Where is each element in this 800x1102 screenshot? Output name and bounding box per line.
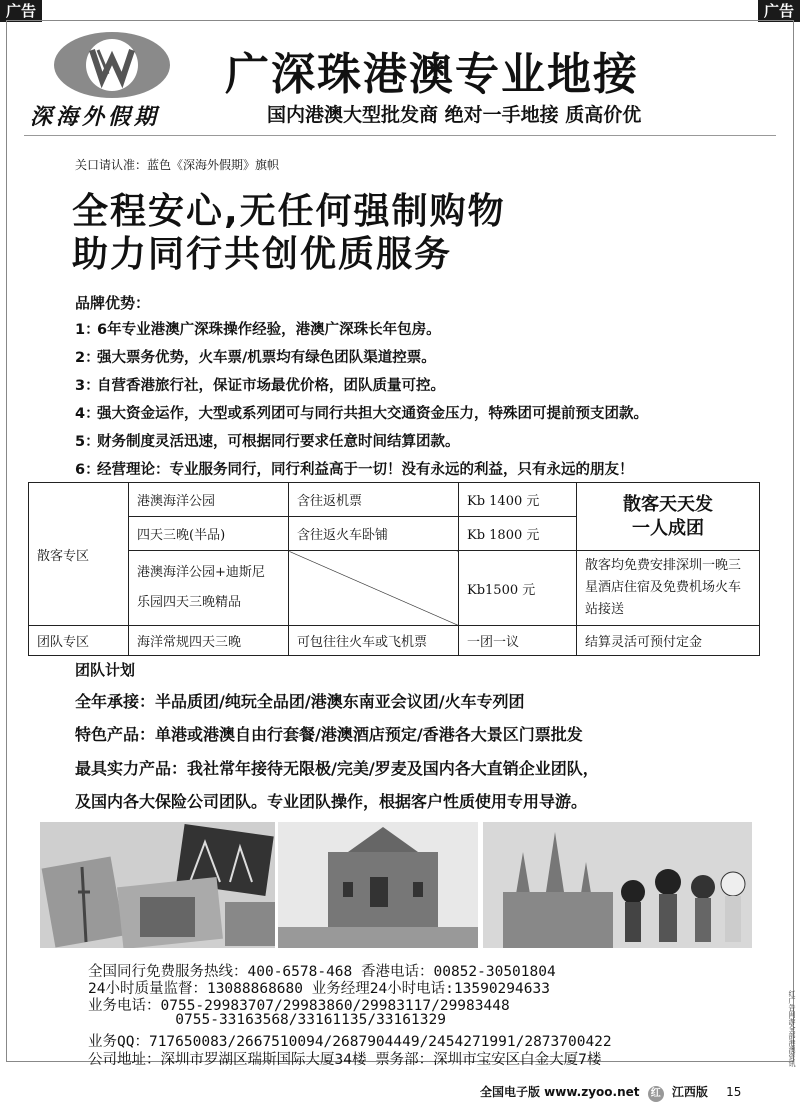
route-cell: 海洋常规四天三晚 [129, 626, 289, 656]
price-cell: Kb1500 元 [459, 551, 577, 626]
contact-line: 24小时质量监督：13088868680 业务经理24小时电话:13590294633 [88, 981, 550, 997]
group-line: 及国内各大保险公司团队。专业团队操作，根据客户性质使用专用导游。 [75, 792, 588, 811]
page-number: 15 [726, 1085, 742, 1099]
slogan-2: 助力同行共创优质服务 [72, 234, 453, 275]
macau-collage-photo [40, 822, 275, 948]
route-cell: 港澳海洋公园 [129, 483, 289, 517]
advantage-item: 3：自营香港旅行社，保证市场最优价格，团队质量可控。 [75, 378, 445, 394]
route-cell: 港澳海洋公园+迪斯尼 乐园四天三晚精品 [129, 551, 289, 626]
ticket-cell: 含往返机票 [289, 483, 459, 517]
contact-line: 业务QQ：717650083/2667510094/2687904449/2454271991/2873700422 [88, 1034, 612, 1050]
ticket-cell: 可包往往火车或飞机票 [289, 626, 459, 656]
group-heading: 团队计划 [75, 661, 136, 679]
logo-text: 深海外假期 [30, 104, 161, 130]
advantage-item: 1：6年专业港澳广深珠操作经验，港澳广深珠长年包房。 [75, 322, 441, 338]
divider [24, 135, 776, 136]
side-note: 红广告网游全部港澳资讯 [788, 990, 796, 1067]
contact-line: 业务电话：0755-29983707/29983860/29983117/29983448 [88, 998, 510, 1014]
page-subtitle: 国内港澳大型批发商 绝对一手地接 质高价优 [267, 104, 642, 126]
price-cell: Kb 1400 元 [459, 483, 577, 517]
tuan-zone-label: 团队专区 [29, 626, 129, 656]
advantage-item: 5：财务制度灵活迅速，可根据同行要求任意时间结算团款。 [75, 434, 460, 450]
footer-badge-icon: 红 [648, 1086, 664, 1102]
ad-tag-left: 广告 [0, 0, 42, 22]
sk-zone-label: 散客专区 [29, 483, 129, 626]
footer-site: 全国电子版 www.zyoo.net [480, 1085, 640, 1099]
group-line: 特色产品：单港或港澳自由行套餐/港澳酒店预定/香港各大景区门票批发 [75, 725, 583, 744]
group-line: 全年承接：半品质团/纯玩全品团/港澳东南亚会议团/火车专列团 [75, 692, 525, 711]
contact-line: 0755-33163568/33161135/33161329 [88, 1012, 446, 1028]
footer [480, 1083, 741, 1102]
promo-desc: 散客均免费安排深圳一晚三星酒店住宿及免费机场火车站接送 [577, 551, 760, 626]
route-cell: 四天三晚(半品) [129, 517, 289, 551]
contact-line: 全国同行免费服务热线：400-6578-468 香港电话：00852-30501804 [88, 964, 556, 980]
price-cell: Kb 1800 元 [459, 517, 577, 551]
disneyland-photo [483, 822, 752, 948]
brand-heading: 品牌优势： [75, 294, 151, 312]
note-cell: 结算灵活可预付定金 [577, 626, 760, 656]
price-cell: 一团一议 [459, 626, 577, 656]
footer-edition: 江西版 [671, 1085, 708, 1099]
group-line: 最具实力产品：我社常年接待无限极/完美/罗麦及国内各大直销企业团队， [75, 759, 599, 778]
empty-cell [289, 551, 459, 626]
photo-strip [40, 822, 752, 948]
advantage-item: 2：强大票务优势，火车票/机票均有绿色团队渠道控票。 [75, 350, 436, 366]
promo-banner: 散客天天发 一人成团 [577, 483, 760, 551]
company-logo-icon [52, 30, 172, 100]
ad-tag-right: 广告 [758, 0, 800, 22]
price-table [28, 482, 760, 656]
contact-line: 公司地址：深圳市罗湖区瑞斯国际大厦34楼 票务部：深圳市宝安区白金大厦7楼 [88, 1052, 602, 1068]
st-paul-ruins-photo [278, 822, 478, 948]
ticket-cell: 含往返火车卧铺 [289, 517, 459, 551]
page-title: 广深珠港澳专业地接 [225, 49, 639, 100]
advantage-item: 4：强大资金运作，大型或系列团可与同行共担大交通资金压力，特殊团可提前预支团款。 [75, 406, 648, 422]
flag-notice: 关口请认准：蓝色《深海外假期》旗帜 [75, 158, 280, 172]
slogan-1: 全程安心,无任何强制购物 [72, 191, 506, 232]
advantage-item: 6：经营理论：专业服务同行，同行利益高于一切！没有永远的利益，只有永远的朋友！ [75, 462, 634, 478]
